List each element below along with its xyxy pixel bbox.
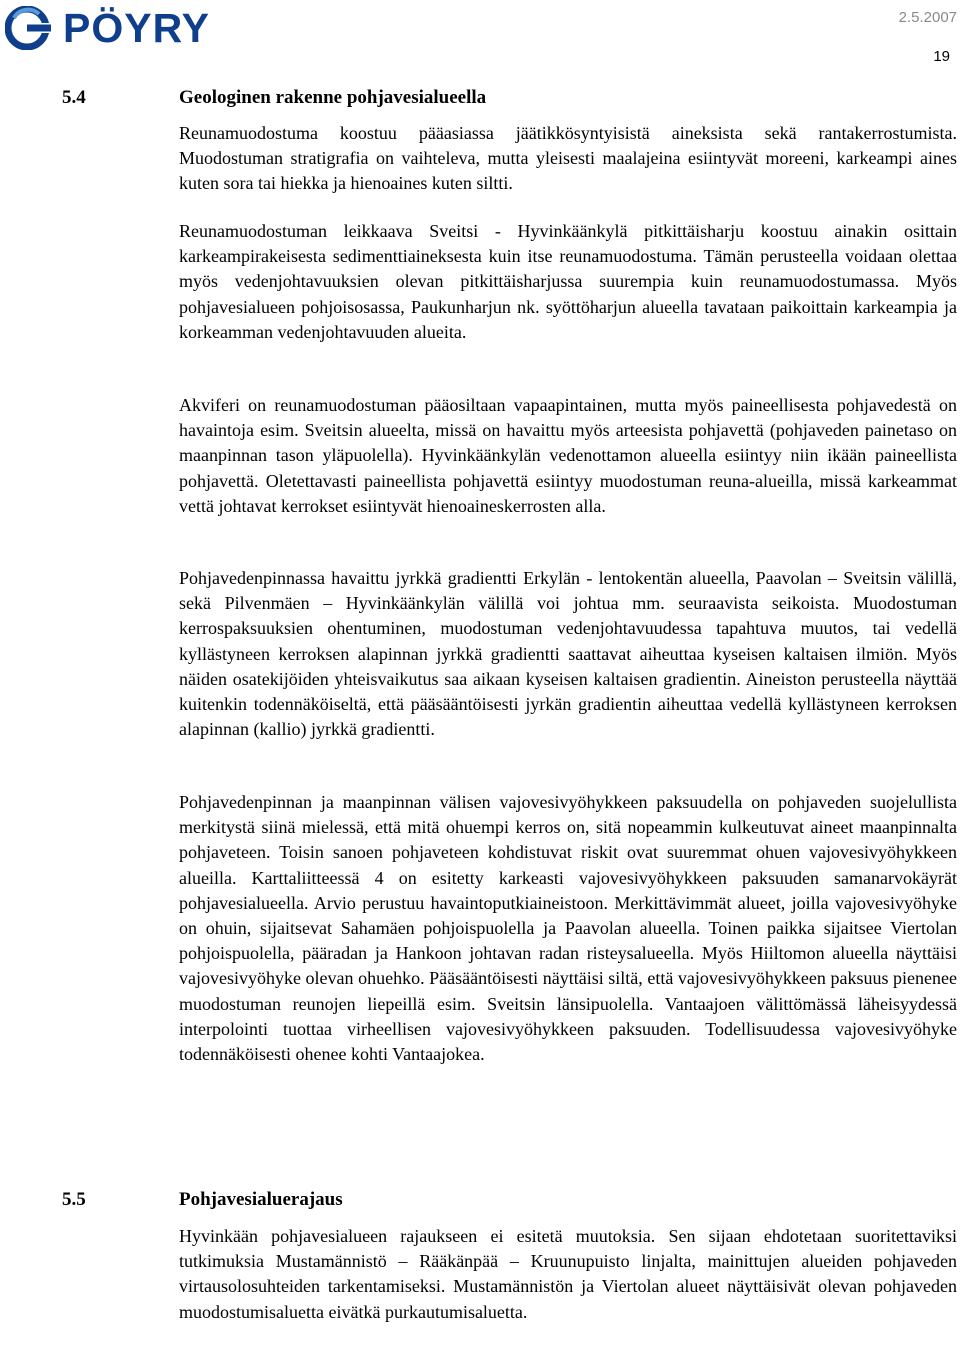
paragraph: Pohjavedenpinnan ja maanpinnan välisen vajovesivyöhykkeen paksuudella on pohjaveden suojelullista merkitystä siinä mielessä, että mitä ohuempi kerros on, sitä nopeammin kulkeutuvat aineet maanpinnalta pohjaveteen. Toisin sanoen pohjaveteen kohdistuvat riskit ovat suuremmat ohuen vajovesivyöhykkeen alueilla. Karttaliitteessä 4 on esitetty karkeasti vajovesivyöhykkeen paksuuden samanarvokäyrät pohjavesialueella. Arvio perustuu havaintoputkiaineistoon. Merkittävimmät alueet, joilla vajovesivyöhyke on ohuin, sijaitsevat Sahamäen pohjoispuolella ja Paavolan alueella. Toinen paikka sijaitsee Viertolan pohjoispuolella, pääradan ja Hankoon johtavan radan risteysalueella. Myös Hiiltomon alueella näyttäisi vajovesivyöhyke olevan ohuehko. Pääsääntöisesti näyttäisi siltä, että vajovesivyöhykkeen paksuus pienenee muodostuman reunojen liepeillä esim. Sveitsin länsipuolella. Vantaajoen välittömässä läheisyydessä interpolointi tuottaa virheellisen vajovesivyöhykkeen paksuuden. Todellisuudessa vajovesivyöhyke todennäköisesti ohenee kohti Vantaajokea.	[179, 792, 957, 1065]
section-title: Geologinen rakenne pohjavesialueella	[179, 87, 487, 108]
poyry-emblem-icon	[5, 6, 55, 50]
page-header	[0, 0, 960, 65]
logo-wordmark: PÖYRY	[63, 5, 211, 51]
section-title: Pohjavesialuerajaus	[179, 1189, 343, 1210]
poyry-logo	[5, 6, 245, 50]
section-heading	[62, 1189, 942, 1213]
paragraph: Akviferi on reunamuodostuman pääosiltaan vapaapintainen, mutta myös paineellisesta pohjavedestä on havaintoja esim. Sveitsin alueelta, missä on havaittu myös arteesista pohjavettä (pohjaveden painetaso on maanpinnan tason yläpuolella). Hyvinkäänkylän vedenottamon alueella esiintyy niin ikään paineellista pohjavettä. Oletettavasti paineellista pohjavettä esiintyy muodostuman reuna-alueilla, missä karkeammat vettä johtavat kerrokset esiintyvät hienoaineskerrosten alla.	[179, 395, 957, 516]
section-heading	[62, 87, 942, 111]
section-number: 5.4	[62, 87, 86, 108]
document-date: 2.5.2007	[898, 9, 957, 26]
paragraph: Reunamuodostuman leikkaava Sveitsi - Hyvinkäänkylä pitkittäisharju koostuu ainakin osittain karkeampirakeisesta sedimenttiaineksesta kuin itse reunamuodostuma. Tämän perusteella voidaan olettaa myös vedenjohtavuuksien olevan pitkittäisharjussa suurempia kuin reunamuodostumassa. Myös pohjavesialueen pohjoisosassa, Paukunharjun nk. syöttöharjun alueella tavataan paikoittain karkeampia ja korkeamman vedenjohtavuuden alueita.	[179, 221, 957, 342]
section-number: 5.5	[62, 1189, 86, 1210]
page-number: 19	[933, 48, 950, 65]
paragraph: Hyvinkään pohjavesialueen rajaukseen ei esitetä muutoksia. Sen sijaan ehdotetaan suoritettaviksi tutkimuksia Mustamännistö – Rääkänpää – Kruunupuisto linjalta, mainittujen alueiden pohjaveden virtausolosuhteiden tarkentamiseksi. Mustamännistön ja Viertolan alueet näyttäisivät olevan pohjaveden muodostumisaluetta eivätkä purkautumisaluetta.	[179, 1226, 957, 1322]
paragraph: Reunamuodostuma koostuu pääasiassa jäätikkösyntyisistä aineksista sekä rantakerrostumista. Muodostuman stratigrafia on vaihteleva, mutta yleisesti maalajeina esiintyvät moreeni, karkeampi aines kuten sora tai hiekka ja hienoaines kuten siltti.	[179, 123, 957, 194]
paragraph: Pohjavedenpinnassa havaittu jyrkkä gradientti Erkylän - lentokentän alueella, Paavolan – Sveitsin välillä, sekä Pilvenmäen – Hyvinkäänkylän välillä voi johtua mm. seuraavista seikoista. Muodostuman kerrospaksuuksien ohentuminen, muodostuman vedenjohtavuudessa tapahtuva muutos, tai vedellä kyllästyneen kerroksen alapinnan jyrkkä gradientti saattavat aiheuttaa kyseisen kaltaisen ilmiön. Myös näiden osatekijöiden yhteisvaikutus saa aikaan kyseisen kaltaisen gradientin. Aineiston perusteella näyttää kuitenkin todennäköiseltä, että pääsääntöisesti jyrkän gradientin aiheuttaa vedellä kyllästyneen kerroksen alapinnan (kallio) jyrkkä gradientti.	[179, 568, 957, 740]
